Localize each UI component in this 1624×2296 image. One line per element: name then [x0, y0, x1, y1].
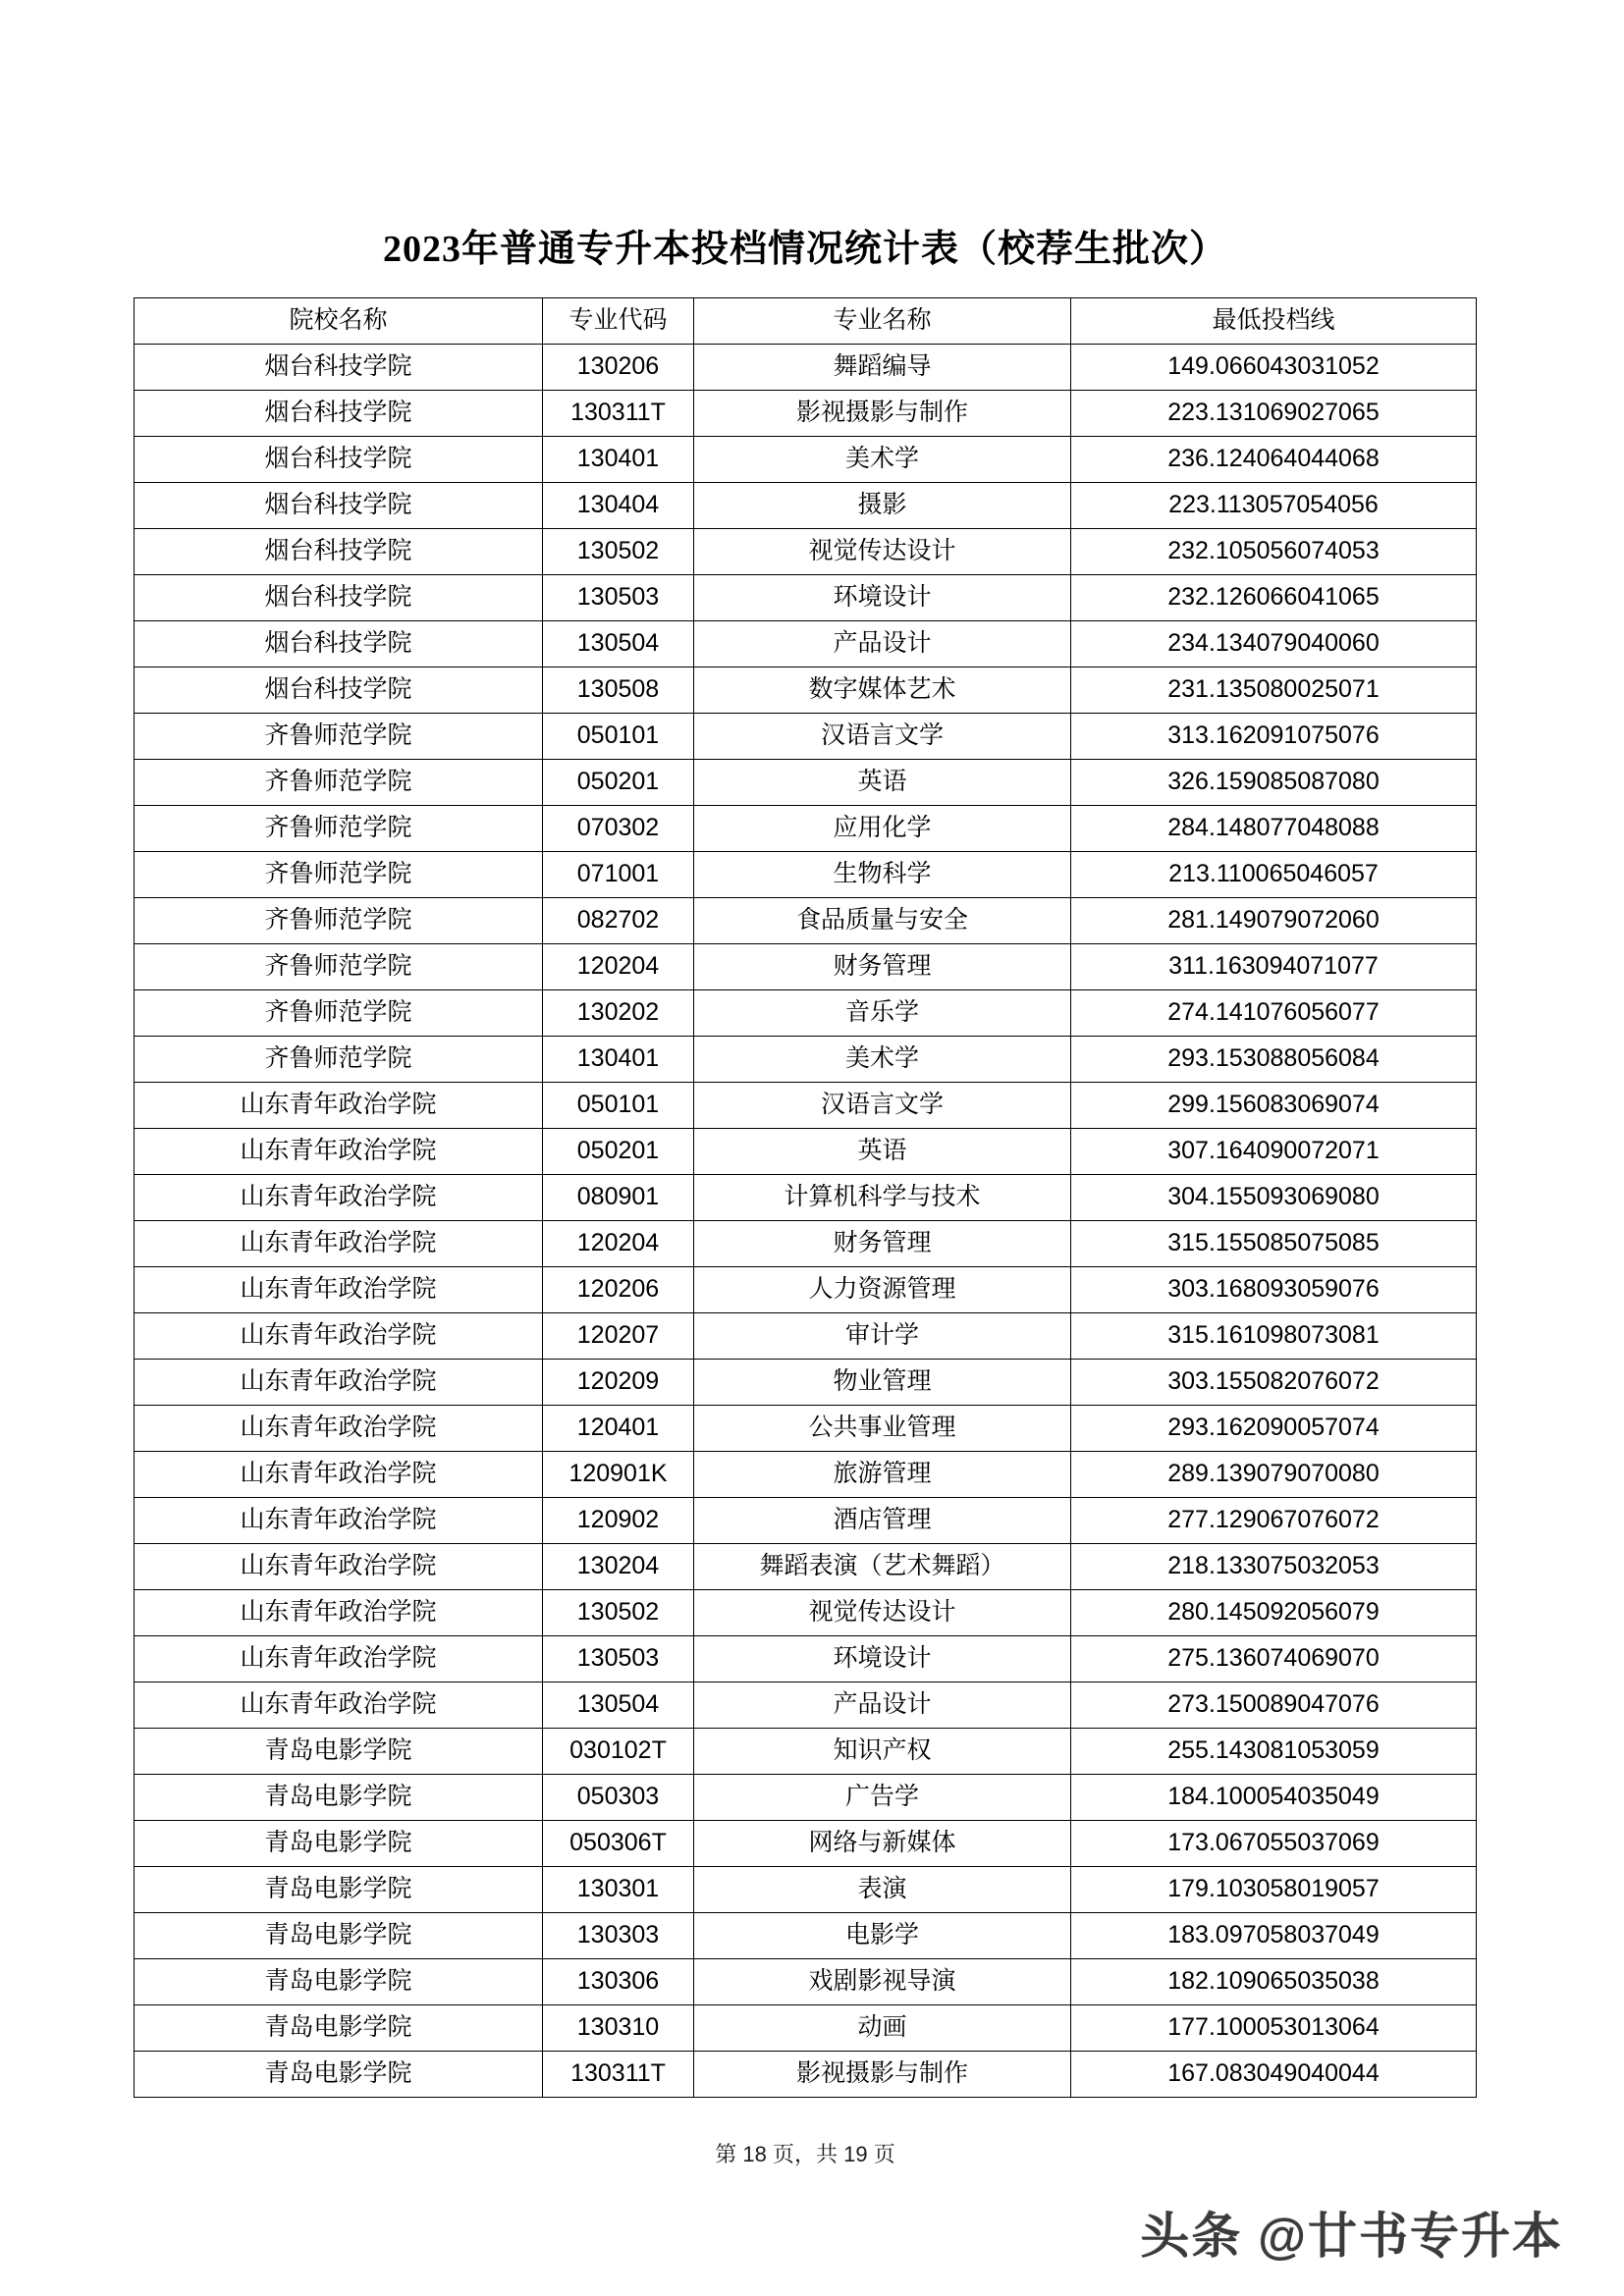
cell-major-name: 人力资源管理	[694, 1267, 1071, 1313]
cell-school: 山东青年政治学院	[135, 1636, 543, 1682]
cell-minimum-score: 232.126066041065	[1071, 575, 1477, 621]
cell-school: 青岛电影学院	[135, 1959, 543, 2005]
cell-major-name: 食品质量与安全	[694, 898, 1071, 944]
cell-minimum-score: 311.163094071077	[1071, 944, 1477, 990]
cell-major-name: 生物科学	[694, 852, 1071, 898]
table-body	[135, 345, 1477, 2098]
cell-minimum-score: 182.109065035038	[1071, 1959, 1477, 2005]
table-row	[135, 1175, 1477, 1221]
cell-major-code: 130306	[543, 1959, 694, 2005]
cell-minimum-score: 289.139079070080	[1071, 1452, 1477, 1498]
cell-major-name: 汉语言文学	[694, 714, 1071, 760]
cell-major-name: 应用化学	[694, 806, 1071, 852]
cell-major-name: 汉语言文学	[694, 1083, 1071, 1129]
cell-minimum-score: 313.162091075076	[1071, 714, 1477, 760]
table-row	[135, 621, 1477, 667]
cell-major-name: 英语	[694, 760, 1071, 806]
cell-school: 烟台科技学院	[135, 667, 543, 714]
table-row	[135, 944, 1477, 990]
cell-major-code: 130310	[543, 2005, 694, 2052]
table-row	[135, 1360, 1477, 1406]
cell-major-name: 财务管理	[694, 1221, 1071, 1267]
page-number-footer: 第 18 页，共 19 页	[715, 2142, 895, 2166]
cell-major-name: 旅游管理	[694, 1452, 1071, 1498]
cell-major-name: 产品设计	[694, 621, 1071, 667]
cell-major-code: 120207	[543, 1313, 694, 1360]
cell-major-name: 视觉传达设计	[694, 529, 1071, 575]
cell-school: 齐鲁师范学院	[135, 898, 543, 944]
cell-major-code: 071001	[543, 852, 694, 898]
cell-minimum-score: 307.164090072071	[1071, 1129, 1477, 1175]
cell-major-name: 环境设计	[694, 1636, 1071, 1682]
cell-school: 青岛电影学院	[135, 1867, 543, 1913]
cell-major-code: 130401	[543, 1037, 694, 1083]
cell-major-code: 130508	[543, 667, 694, 714]
cell-major-code: 130311T	[543, 2052, 694, 2098]
admission-score-table	[134, 297, 1477, 2098]
table-row	[135, 1682, 1477, 1729]
cell-major-code: 082702	[543, 898, 694, 944]
cell-major-code: 050201	[543, 1129, 694, 1175]
cell-minimum-score: 304.155093069080	[1071, 1175, 1477, 1221]
cell-minimum-score: 231.135080025071	[1071, 667, 1477, 714]
cell-school: 齐鲁师范学院	[135, 760, 543, 806]
cell-school: 山东青年政治学院	[135, 1406, 543, 1452]
cell-school: 山东青年政治学院	[135, 1682, 543, 1729]
cell-minimum-score: 255.143081053059	[1071, 1729, 1477, 1775]
cell-minimum-score: 273.150089047076	[1071, 1682, 1477, 1729]
cell-major-name: 视觉传达设计	[694, 1590, 1071, 1636]
cell-major-code: 130204	[543, 1544, 694, 1590]
cell-minimum-score: 218.133075032053	[1071, 1544, 1477, 1590]
cell-major-name: 环境设计	[694, 575, 1071, 621]
cell-major-name: 财务管理	[694, 944, 1071, 990]
watermark: 头条 @廿书专升本	[1140, 2209, 1563, 2264]
cell-minimum-score: 326.159085087080	[1071, 760, 1477, 806]
cell-major-code: 120901K	[543, 1452, 694, 1498]
cell-major-code: 080901	[543, 1175, 694, 1221]
cell-major-code: 130502	[543, 1590, 694, 1636]
cell-minimum-score: 236.124064044068	[1071, 437, 1477, 483]
table-row	[135, 529, 1477, 575]
cell-minimum-score: 232.105056074053	[1071, 529, 1477, 575]
cell-major-code: 130401	[543, 437, 694, 483]
cell-minimum-score: 303.155082076072	[1071, 1360, 1477, 1406]
cell-minimum-score: 315.161098073081	[1071, 1313, 1477, 1360]
cell-school: 山东青年政治学院	[135, 1544, 543, 1590]
cell-major-code: 120206	[543, 1267, 694, 1313]
cell-school: 烟台科技学院	[135, 391, 543, 437]
cell-major-code: 130202	[543, 990, 694, 1037]
table-row	[135, 1867, 1477, 1913]
cell-major-name: 美术学	[694, 437, 1071, 483]
table-row	[135, 1590, 1477, 1636]
page-title: 2023年普通专升本投档情况统计表（校荐生批次）	[382, 229, 1227, 270]
table-row	[135, 1959, 1477, 2005]
table-row	[135, 1913, 1477, 1959]
cell-major-code: 050306T	[543, 1821, 694, 1867]
cell-school: 山东青年政治学院	[135, 1175, 543, 1221]
table-row	[135, 1452, 1477, 1498]
cell-school: 青岛电影学院	[135, 1913, 543, 1959]
cell-minimum-score: 275.136074069070	[1071, 1636, 1477, 1682]
cell-major-name: 知识产权	[694, 1729, 1071, 1775]
cell-major-name: 计算机科学与技术	[694, 1175, 1071, 1221]
cell-major-name: 酒店管理	[694, 1498, 1071, 1544]
cell-major-code: 050303	[543, 1775, 694, 1821]
cell-major-code: 130503	[543, 1636, 694, 1682]
cell-school: 烟台科技学院	[135, 437, 543, 483]
table-header	[135, 298, 1477, 345]
cell-school: 烟台科技学院	[135, 529, 543, 575]
table-row	[135, 1037, 1477, 1083]
cell-minimum-score: 303.168093059076	[1071, 1267, 1477, 1313]
table-row	[135, 1129, 1477, 1175]
table-row	[135, 1821, 1477, 1867]
cell-major-code: 120204	[543, 944, 694, 990]
cell-major-name: 舞蹈编导	[694, 345, 1071, 391]
cell-minimum-score: 299.156083069074	[1071, 1083, 1477, 1129]
cell-major-code: 120209	[543, 1360, 694, 1406]
cell-major-code: 030102T	[543, 1729, 694, 1775]
cell-major-name: 动画	[694, 2005, 1071, 2052]
cell-school: 青岛电影学院	[135, 2005, 543, 2052]
cell-major-name: 数字媒体艺术	[694, 667, 1071, 714]
table-row	[135, 852, 1477, 898]
table-row	[135, 1729, 1477, 1775]
table-row	[135, 806, 1477, 852]
cell-minimum-score: 280.145092056079	[1071, 1590, 1477, 1636]
cell-school: 山东青年政治学院	[135, 1452, 543, 1498]
table-row	[135, 667, 1477, 714]
cell-minimum-score: 281.149079072060	[1071, 898, 1477, 944]
column-header-minimum-score: 最低投档线	[1071, 298, 1477, 345]
column-header-major-name: 专业名称	[694, 298, 1071, 345]
table-row	[135, 1544, 1477, 1590]
cell-school: 青岛电影学院	[135, 1729, 543, 1775]
cell-major-name: 电影学	[694, 1913, 1071, 1959]
cell-school: 青岛电影学院	[135, 1821, 543, 1867]
cell-school: 山东青年政治学院	[135, 1313, 543, 1360]
cell-school: 山东青年政治学院	[135, 1221, 543, 1267]
cell-major-name: 审计学	[694, 1313, 1071, 1360]
cell-school: 青岛电影学院	[135, 2052, 543, 2098]
cell-minimum-score: 274.141076056077	[1071, 990, 1477, 1037]
cell-minimum-score: 149.066043031052	[1071, 345, 1477, 391]
cell-school: 齐鲁师范学院	[135, 1037, 543, 1083]
cell-major-code: 130301	[543, 1867, 694, 1913]
cell-major-code: 130311T	[543, 391, 694, 437]
table-row	[135, 898, 1477, 944]
cell-major-code: 130404	[543, 483, 694, 529]
cell-major-name: 表演	[694, 1867, 1071, 1913]
cell-minimum-score: 315.155085075085	[1071, 1221, 1477, 1267]
cell-school: 烟台科技学院	[135, 575, 543, 621]
cell-school: 齐鲁师范学院	[135, 990, 543, 1037]
cell-major-code: 120401	[543, 1406, 694, 1452]
cell-major-name: 美术学	[694, 1037, 1071, 1083]
cell-major-code: 130502	[543, 529, 694, 575]
table-header-row	[135, 298, 1477, 345]
cell-major-code: 120204	[543, 1221, 694, 1267]
cell-school: 山东青年政治学院	[135, 1129, 543, 1175]
table-row	[135, 1498, 1477, 1544]
cell-minimum-score: 293.162090057074	[1071, 1406, 1477, 1452]
cell-major-name: 公共事业管理	[694, 1406, 1071, 1452]
cell-minimum-score: 223.131069027065	[1071, 391, 1477, 437]
cell-minimum-score: 277.129067076072	[1071, 1498, 1477, 1544]
cell-major-name: 广告学	[694, 1775, 1071, 1821]
cell-minimum-score: 183.097058037049	[1071, 1913, 1477, 1959]
cell-minimum-score: 284.148077048088	[1071, 806, 1477, 852]
cell-major-code: 070302	[543, 806, 694, 852]
cell-major-name: 网络与新媒体	[694, 1821, 1071, 1867]
cell-major-code: 130504	[543, 1682, 694, 1729]
cell-minimum-score: 293.153088056084	[1071, 1037, 1477, 1083]
table-row	[135, 1083, 1477, 1129]
cell-major-name: 摄影	[694, 483, 1071, 529]
table-row	[135, 1636, 1477, 1682]
column-header-major-code: 专业代码	[543, 298, 694, 345]
cell-major-name: 物业管理	[694, 1360, 1071, 1406]
cell-school: 青岛电影学院	[135, 1775, 543, 1821]
table-row	[135, 345, 1477, 391]
cell-school: 齐鲁师范学院	[135, 714, 543, 760]
table-row	[135, 2005, 1477, 2052]
cell-major-name: 产品设计	[694, 1682, 1071, 1729]
cell-major-code: 130504	[543, 621, 694, 667]
cell-major-name: 戏剧影视导演	[694, 1959, 1071, 2005]
table-row	[135, 2052, 1477, 2098]
cell-school: 烟台科技学院	[135, 483, 543, 529]
cell-major-code: 050101	[543, 1083, 694, 1129]
cell-major-name: 音乐学	[694, 990, 1071, 1037]
table-row	[135, 437, 1477, 483]
table-row	[135, 391, 1477, 437]
cell-major-code: 130206	[543, 345, 694, 391]
cell-minimum-score: 173.067055037069	[1071, 1821, 1477, 1867]
cell-major-code: 050101	[543, 714, 694, 760]
cell-school: 齐鲁师范学院	[135, 852, 543, 898]
cell-minimum-score: 177.100053013064	[1071, 2005, 1477, 2052]
cell-major-name: 影视摄影与制作	[694, 391, 1071, 437]
table-row	[135, 1406, 1477, 1452]
table-row	[135, 575, 1477, 621]
cell-school: 烟台科技学院	[135, 621, 543, 667]
cell-minimum-score: 179.103058019057	[1071, 1867, 1477, 1913]
cell-major-name: 英语	[694, 1129, 1071, 1175]
cell-school: 山东青年政治学院	[135, 1267, 543, 1313]
cell-minimum-score: 213.110065046057	[1071, 852, 1477, 898]
cell-school: 齐鲁师范学院	[135, 806, 543, 852]
cell-school: 齐鲁师范学院	[135, 944, 543, 990]
cell-school: 山东青年政治学院	[135, 1360, 543, 1406]
table-row	[135, 1267, 1477, 1313]
table-row	[135, 990, 1477, 1037]
cell-major-code: 130503	[543, 575, 694, 621]
cell-major-code: 050201	[543, 760, 694, 806]
cell-school: 山东青年政治学院	[135, 1590, 543, 1636]
table-row	[135, 1313, 1477, 1360]
cell-minimum-score: 234.134079040060	[1071, 621, 1477, 667]
cell-school: 烟台科技学院	[135, 345, 543, 391]
table-row	[135, 1775, 1477, 1821]
cell-school: 山东青年政治学院	[135, 1083, 543, 1129]
cell-major-name: 影视摄影与制作	[694, 2052, 1071, 2098]
cell-major-name: 舞蹈表演（艺术舞蹈）	[694, 1544, 1071, 1590]
cell-school: 山东青年政治学院	[135, 1498, 543, 1544]
cell-minimum-score: 223.113057054056	[1071, 483, 1477, 529]
cell-major-code: 130303	[543, 1913, 694, 1959]
table-row	[135, 760, 1477, 806]
cell-major-code: 120902	[543, 1498, 694, 1544]
cell-minimum-score: 167.083049040044	[1071, 2052, 1477, 2098]
column-header-school: 院校名称	[135, 298, 543, 345]
table-row	[135, 714, 1477, 760]
table-row	[135, 1221, 1477, 1267]
cell-minimum-score: 184.100054035049	[1071, 1775, 1477, 1821]
table-row	[135, 483, 1477, 529]
